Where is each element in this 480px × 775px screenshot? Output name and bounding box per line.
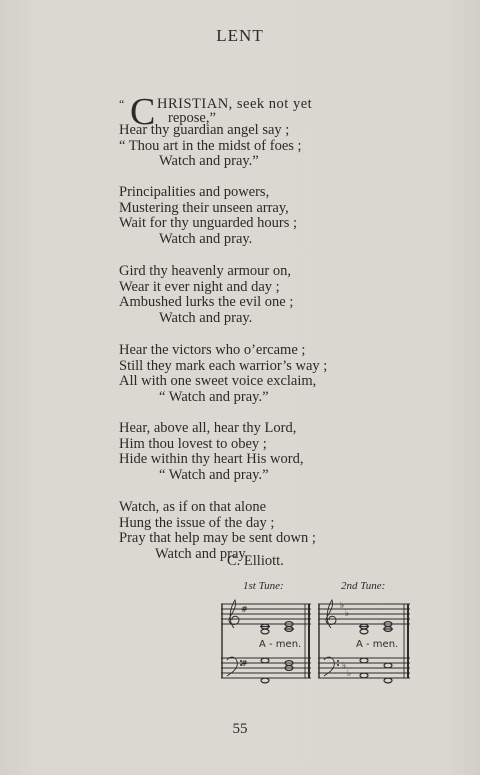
verse-line: Ambushed lurks the evil one ; bbox=[119, 294, 294, 310]
verse-refrain: Watch and pray. bbox=[155, 545, 249, 562]
verse-line: Still they mark each warrior’s way ; bbox=[119, 357, 328, 374]
verse-line: Him thou lovest to obey ; bbox=[119, 435, 267, 452]
verse-line: Mustering their unseen array, bbox=[119, 199, 289, 216]
drop-cap: C bbox=[130, 91, 156, 133]
verse-refrain: Watch and pray. bbox=[159, 230, 253, 247]
verse-line: Hear, above all, hear thy Lord, bbox=[119, 420, 297, 436]
verse-refrain: Watch and pray. bbox=[159, 309, 253, 326]
amen-lyric: A - men. bbox=[259, 639, 302, 650]
amen-lyric: A - men. bbox=[356, 639, 399, 650]
svg-text:♭: ♭ bbox=[345, 609, 350, 619]
verse-line: Hear the victors who o’ercame ; bbox=[119, 342, 306, 358]
verse-refrain: Watch and pray.” bbox=[159, 153, 259, 169]
first-line-continuation: repose,” bbox=[168, 110, 216, 126]
stanza-2 bbox=[119, 185, 359, 247]
stanza-1 bbox=[119, 123, 359, 170]
verse-refrain: “ Watch and pray.” bbox=[159, 466, 269, 483]
amen-notation-tune-1 bbox=[221, 596, 313, 684]
page-number: 55 bbox=[232, 721, 248, 737]
stanza-3 bbox=[119, 264, 359, 326]
svg-text:#: # bbox=[241, 605, 248, 614]
verse-line: Wait for thy unguarded hours ; bbox=[119, 215, 298, 231]
verse-line: Hung the issue of the day ; bbox=[119, 514, 275, 531]
verse-line: All with one sweet voice exclaim, bbox=[119, 373, 317, 389]
tune-2-label: 2nd Tune: bbox=[341, 580, 386, 592]
stanza-4 bbox=[119, 343, 359, 405]
tune-1-label: 1st Tune: bbox=[243, 580, 284, 592]
opening-quote: “ bbox=[119, 97, 125, 111]
svg-text:♭: ♭ bbox=[342, 661, 347, 671]
verse-line: Watch, as if on that alone bbox=[119, 499, 267, 515]
verse-line: Hide within thy heart His word, bbox=[119, 451, 304, 467]
amen-notation-tune-2 bbox=[318, 596, 412, 684]
svg-text:♭: ♭ bbox=[340, 601, 345, 611]
svg-text:♭: ♭ bbox=[347, 669, 352, 679]
verse-line: Principalities and powers, bbox=[119, 184, 270, 200]
verse-line: Gird thy heavenly armour on, bbox=[119, 263, 291, 279]
verse-line: Wear it ever night and day ; bbox=[119, 278, 280, 295]
verse-line: “ Thou art in the midst of foes ; bbox=[119, 137, 302, 154]
verse-line: Pray that help may be sent down ; bbox=[119, 530, 316, 546]
author-attribution: C. Elliott. bbox=[227, 553, 284, 569]
page-header: LENT bbox=[216, 26, 264, 45]
verse-line: Hear thy guardian angel say ; bbox=[119, 122, 290, 138]
first-line: HRISTIAN, seek not yet bbox=[157, 96, 313, 112]
stanza-5 bbox=[119, 421, 359, 483]
verse-refrain: “ Watch and pray.” bbox=[159, 388, 269, 405]
svg-text:#: # bbox=[241, 659, 248, 668]
